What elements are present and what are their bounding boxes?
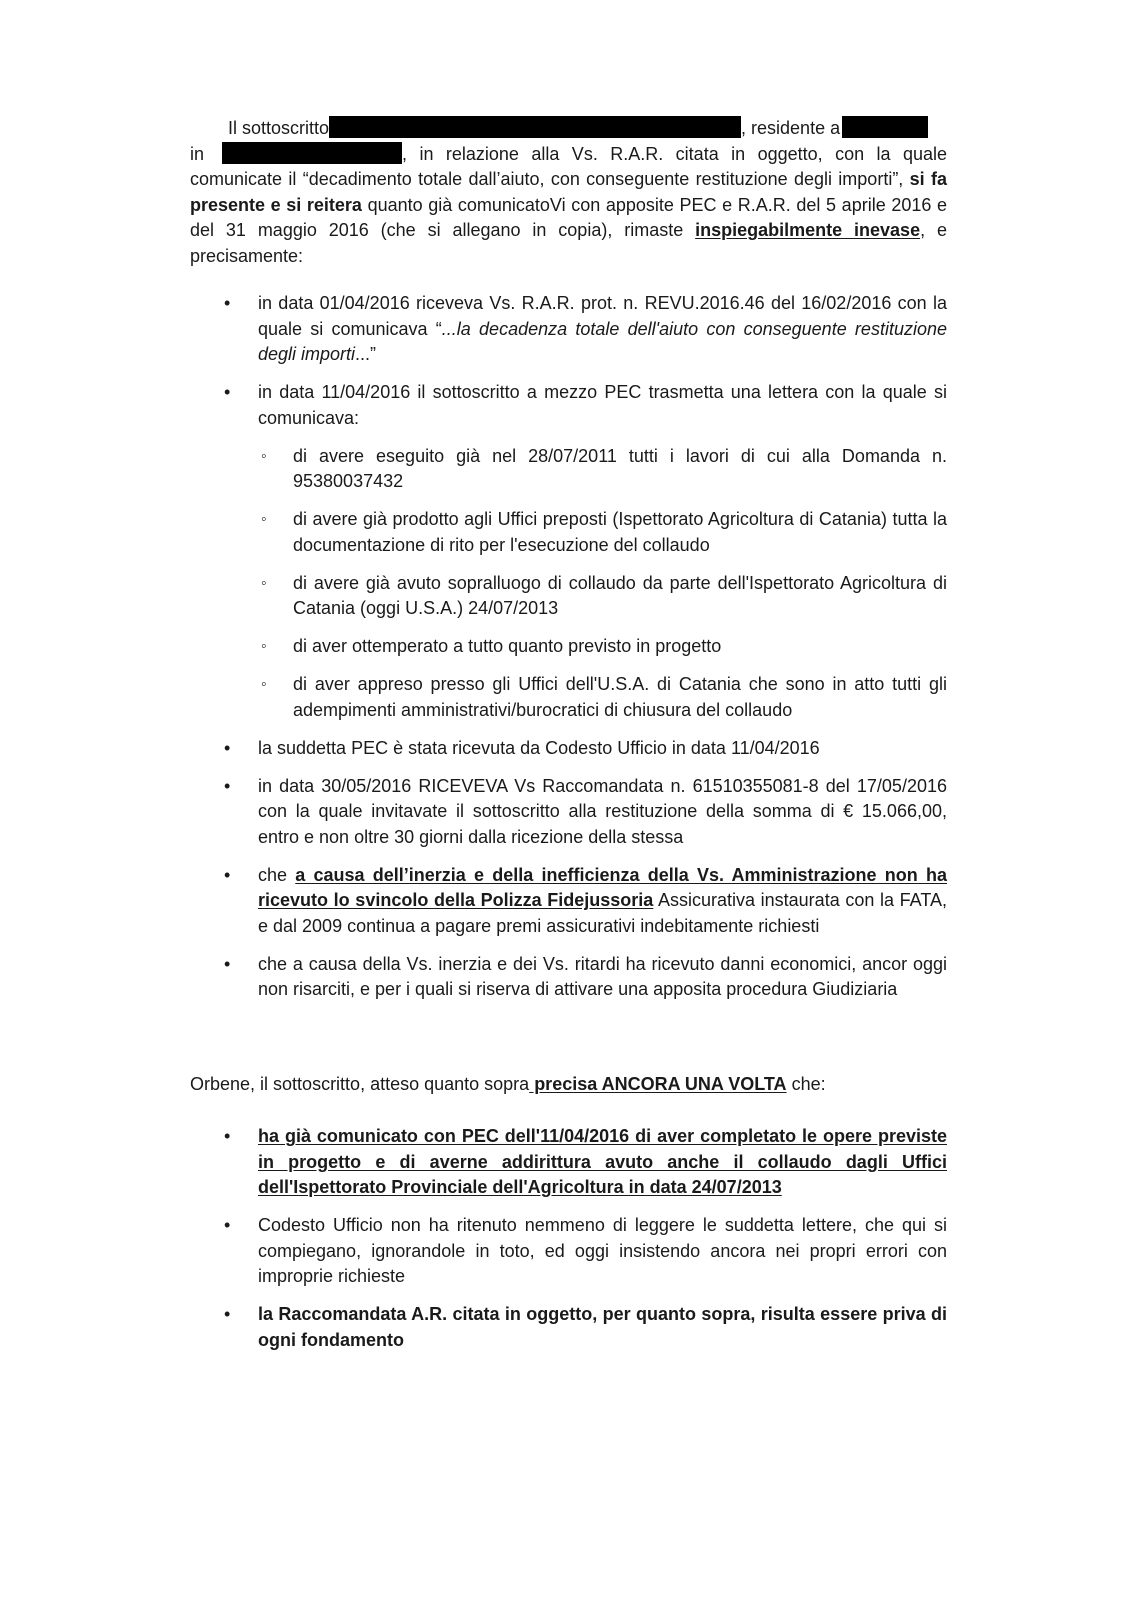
redacted-city (842, 116, 928, 138)
intro-residente: , residente a (741, 118, 841, 138)
list-item: • in data 11/04/2016 il sottoscritto a mezzo PEC trasmetta una lettera con la quale si comunicava: ◦ di avere eseguito già nel 28/07/2011 tutti i lavori di cui alla Domanda n. 95380037432 ◦ di avere già prodotto agli Uffici preposti (Ispettorato Agricoltura di Catania) tutta la documentazione di rito per l'esecuzione del collaudo ◦ di avere già avuto sopralluogo di collaudo da parte dell'Ispettorato Agricoltura di Catania (oggi U.S.A.) 24/07/2013 ◦ di aver ottemperato a tutto quanto previsto in progetto ◦ di aver appreso presso gli Uffici dell'U.S.A. di Catania che sono in atto tutti gli adempimenti amministrativi/burocratici di chiusura del collaudo (190, 380, 947, 723)
list-item: • in data 30/05/2016 RICEVEVA Vs Raccomandata n. 61510355081-8 del 17/05/2016 con la quale invitavate il sottoscritto alla restituzione della somma di € 15.066,00, entro e non oltre 30 giorni dalla ricezione della stessa (190, 774, 947, 851)
intro-paragraph (190, 116, 947, 269)
intro-quanto: quanto già comunicatoVi con apposite PEC e R.A.R. del 5 aprile 2016 e del 31 maggio 2016 (che si allegano in copia), rimaste (190, 194, 947, 240)
intro-body (190, 142, 947, 270)
list-item: • Codesto Ufficio non ha ritenuto nemmeno di leggere le suddetta lettere, che qui si compiegano, ignorandole in toto, ed oggi insistendo ancora nei propri errori con improprie richieste (190, 1213, 947, 1290)
list-item: • che a causa della Vs. inerzia e dei Vs. ritardi ha ricevuto danni economici, ancor oggi non risarciti, e per i quali si riserva di attivare una apposita procedura Giudiziaria (190, 952, 947, 1003)
facts-list (190, 291, 947, 1015)
intro-in: in (190, 143, 205, 164)
list-item: • la suddetta PEC è stata ricevuta da Codesto Ufficio in data 11/04/2016 (190, 736, 947, 762)
intro-fa-presente: si fa presente e si reitera (190, 169, 947, 215)
redacted-name (329, 116, 741, 138)
intro-inevase: inspiegabilmente inevase (695, 220, 921, 240)
sub-list-item: ◦ di avere già avuto sopralluogo di collaudo da parte dell'Ispettorato Agricoltura di Catania (oggi U.S.A.) 24/07/2013 (258, 571, 947, 622)
conclusions-list (190, 1124, 947, 1366)
list-item: • che a causa dell’inerzia e della inefficienza della Vs. Amministrazione non ha ricevuto lo svincolo della Polizza Fidejussoria Assicurativa instaurata con la FATA, e dal 2009 continua a pagare premi assicurativi indebitamente richiesti (190, 863, 947, 940)
intro-relazione: , in relazione alla Vs. R.A.R. citata in oggetto, con la quale comunicate il “decadimento totale dall’aiuto, con conseguente restituzione degli importi”, (190, 143, 947, 189)
sub-list-item: ◦ di avere già prodotto agli Uffici preposti (Ispettorato Agricoltura di Catania) tutta la documentazione di rito per l'esecuzione del collaudo (258, 507, 947, 558)
intro-line-1 (190, 116, 947, 142)
orbene-paragraph: Orbene, il sottoscritto, atteso quanto sopra precisa ANCORA UNA VOLTA che: (190, 1074, 826, 1094)
intro-sottoscritto: Il sottoscritto (228, 118, 330, 138)
sub-list-item: ◦ di avere eseguito già nel 28/07/2011 tutti i lavori di cui alla Domanda n. 95380037432 (258, 444, 947, 495)
list-item: • la Raccomandata A.R. citata in oggetto, per quanto sopra, risulta essere priva di ogni fondamento (190, 1302, 947, 1353)
list-item: • ha già comunicato con PEC dell'11/04/2016 di aver completato le opere previste in progetto e di averne addirittura avuto anche il collaudo dagli Uffici dell'Ispettorato Provinciale dell'Agricoltura in data 24/07/2013 (190, 1124, 947, 1201)
sub-list-item: ◦ di aver appreso presso gli Uffici dell'U.S.A. di Catania che sono in atto tutti gli adempimenti amministrativi/burocratici di chiusura del collaudo (258, 672, 947, 723)
intro-precisamente: , e precisamente: (190, 220, 947, 266)
redacted-address (222, 142, 402, 164)
sub-list (258, 444, 947, 724)
list-item: • in data 01/04/2016 riceveva Vs. R.A.R. prot. n. REVU.2016.46 del 16/02/2016 con la quale si comunicava “...la decadenza totale dell'aiuto con conseguente restituzione degli importi...” (190, 291, 947, 368)
sub-list-item: ◦ di aver ottemperato a tutto quanto previsto in progetto (258, 634, 947, 660)
